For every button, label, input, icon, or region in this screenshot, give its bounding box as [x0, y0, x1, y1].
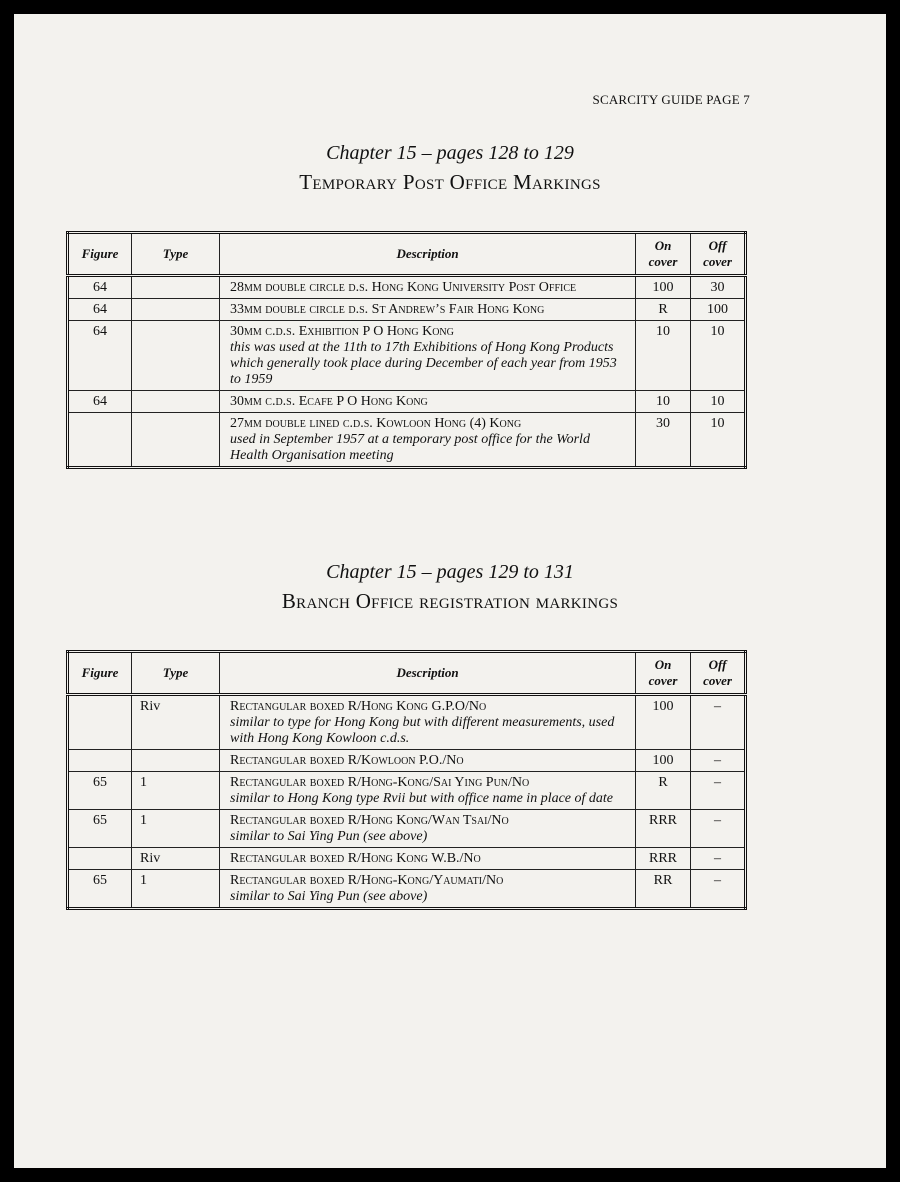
description-cell [220, 391, 636, 413]
description-cell [220, 299, 636, 321]
section1-title: Temporary Post Office Markings [299, 170, 601, 194]
table-row [68, 772, 746, 810]
table-row [68, 391, 746, 413]
figure-cell: 65 [68, 810, 132, 848]
description-cell [220, 810, 636, 848]
type-cell: Riv [132, 695, 220, 750]
figure-cell: 64 [68, 299, 132, 321]
running-head: SCARCITY GUIDE PAGE 7 [592, 92, 750, 107]
description-text: 27mm double lined c.d.s. Kowloon Hong (4) Kong [230, 416, 522, 431]
on-cover-cell: R [636, 772, 691, 810]
col-description: Description [220, 233, 636, 276]
table-row [68, 299, 746, 321]
type-cell: Riv [132, 848, 220, 870]
off-cover-cell: – [691, 772, 746, 810]
figure-cell: 64 [68, 321, 132, 391]
on-cover-cell: 100 [636, 750, 691, 772]
figure-cell: 64 [68, 391, 132, 413]
description-text: Rectangular boxed R/Hong Kong W.B./No [230, 851, 481, 866]
section2-title: Branch Office registration markings [281, 589, 619, 613]
document-page [14, 14, 886, 1168]
section2-table [66, 650, 747, 910]
off-cover-cell: 10 [691, 391, 746, 413]
col-type: Type [132, 652, 220, 695]
col-off-cover: Off cover [691, 233, 746, 276]
type-cell [132, 276, 220, 299]
description-note: used in September 1957 at a temporary post office for the World Health Organisation meeting [230, 432, 590, 463]
table-header-row [68, 233, 746, 276]
off-cover-cell: 30 [691, 276, 746, 299]
section2-chapter: Chapter 15 – pages 129 to 131 [326, 561, 574, 583]
description-text: 30mm c.d.s. Ecafe P O Hong Kong [230, 394, 428, 409]
description-text: Rectangular boxed R/Kowloon P.O./No [230, 753, 464, 768]
description-text: Rectangular boxed R/Hong Kong G.P.O/No [230, 699, 487, 714]
description-text: Rectangular boxed R/Hong-Kong/Sai Ying Pun/No [230, 775, 530, 790]
col-off-cover: Off cover [691, 652, 746, 695]
table-row [68, 870, 746, 909]
figure-cell: 64 [68, 276, 132, 299]
section1-chapter: Chapter 15 – pages 128 to 129 [326, 142, 574, 164]
on-cover-cell: 30 [636, 413, 691, 468]
description-cell [220, 870, 636, 909]
type-cell [132, 413, 220, 468]
description-cell [220, 695, 636, 750]
off-cover-cell: – [691, 695, 746, 750]
figure-cell [68, 413, 132, 468]
description-text: 30mm c.d.s. Exhibition P O Hong Kong [230, 324, 454, 339]
on-cover-cell: RRR [636, 848, 691, 870]
type-cell [132, 750, 220, 772]
figure-cell: 65 [68, 772, 132, 810]
type-cell [132, 321, 220, 391]
col-description: Description [220, 652, 636, 695]
description-note: similar to Hong Kong type Rvii but with office name in place of date [230, 791, 614, 806]
table-row [68, 810, 746, 848]
section1-table [66, 231, 747, 469]
table-row [68, 695, 746, 750]
table-row [68, 750, 746, 772]
on-cover-cell: RRR [636, 810, 691, 848]
description-text: 33mm double circle d.s. St Andrew’s Fair Hong Kong [230, 302, 545, 317]
description-cell [220, 750, 636, 772]
on-cover-cell: R [636, 299, 691, 321]
on-cover-cell: 10 [636, 391, 691, 413]
on-cover-cell: 100 [636, 695, 691, 750]
off-cover-cell: – [691, 870, 746, 909]
table-row [68, 413, 746, 468]
col-type: Type [132, 233, 220, 276]
figure-cell: 65 [68, 870, 132, 909]
description-cell [220, 321, 636, 391]
description-note: similar to Sai Ying Pun (see above) [230, 829, 428, 844]
description-note: this was used at the 11th to 17th Exhibitions of Hong Kong Products which generally took place during December of each year from 1953 to 1959 [230, 340, 617, 387]
description-cell [220, 413, 636, 468]
figure-cell [68, 848, 132, 870]
description-note: similar to type for Hong Kong but with different measurements, used with Hong Kong Kowloon c.d.s. [230, 715, 615, 746]
figure-cell [68, 695, 132, 750]
description-text: Rectangular boxed R/Hong-Kong/Yaumati/No [230, 873, 504, 888]
table-row [68, 321, 746, 391]
col-figure: Figure [68, 652, 132, 695]
on-cover-cell: RR [636, 870, 691, 909]
description-text: Rectangular boxed R/Hong Kong/Wan Tsai/No [230, 813, 509, 828]
off-cover-cell: 10 [691, 321, 746, 391]
table-header-row [68, 652, 746, 695]
col-on-cover: On cover [636, 652, 691, 695]
on-cover-cell: 100 [636, 276, 691, 299]
type-cell: 1 [132, 772, 220, 810]
off-cover-cell: – [691, 848, 746, 870]
description-cell [220, 772, 636, 810]
off-cover-cell: – [691, 750, 746, 772]
type-cell: 1 [132, 810, 220, 848]
col-on-cover: On cover [636, 233, 691, 276]
off-cover-cell: 100 [691, 299, 746, 321]
col-figure: Figure [68, 233, 132, 276]
description-cell [220, 276, 636, 299]
figure-cell [68, 750, 132, 772]
type-cell: 1 [132, 870, 220, 909]
table-row [68, 848, 746, 870]
type-cell [132, 391, 220, 413]
description-text: 28mm double circle d.s. Hong Kong University Post Office [230, 280, 577, 295]
type-cell [132, 299, 220, 321]
description-note: similar to Sai Ying Pun (see above) [230, 889, 428, 904]
off-cover-cell: 10 [691, 413, 746, 468]
off-cover-cell: – [691, 810, 746, 848]
on-cover-cell: 10 [636, 321, 691, 391]
description-cell [220, 848, 636, 870]
table-row [68, 276, 746, 299]
